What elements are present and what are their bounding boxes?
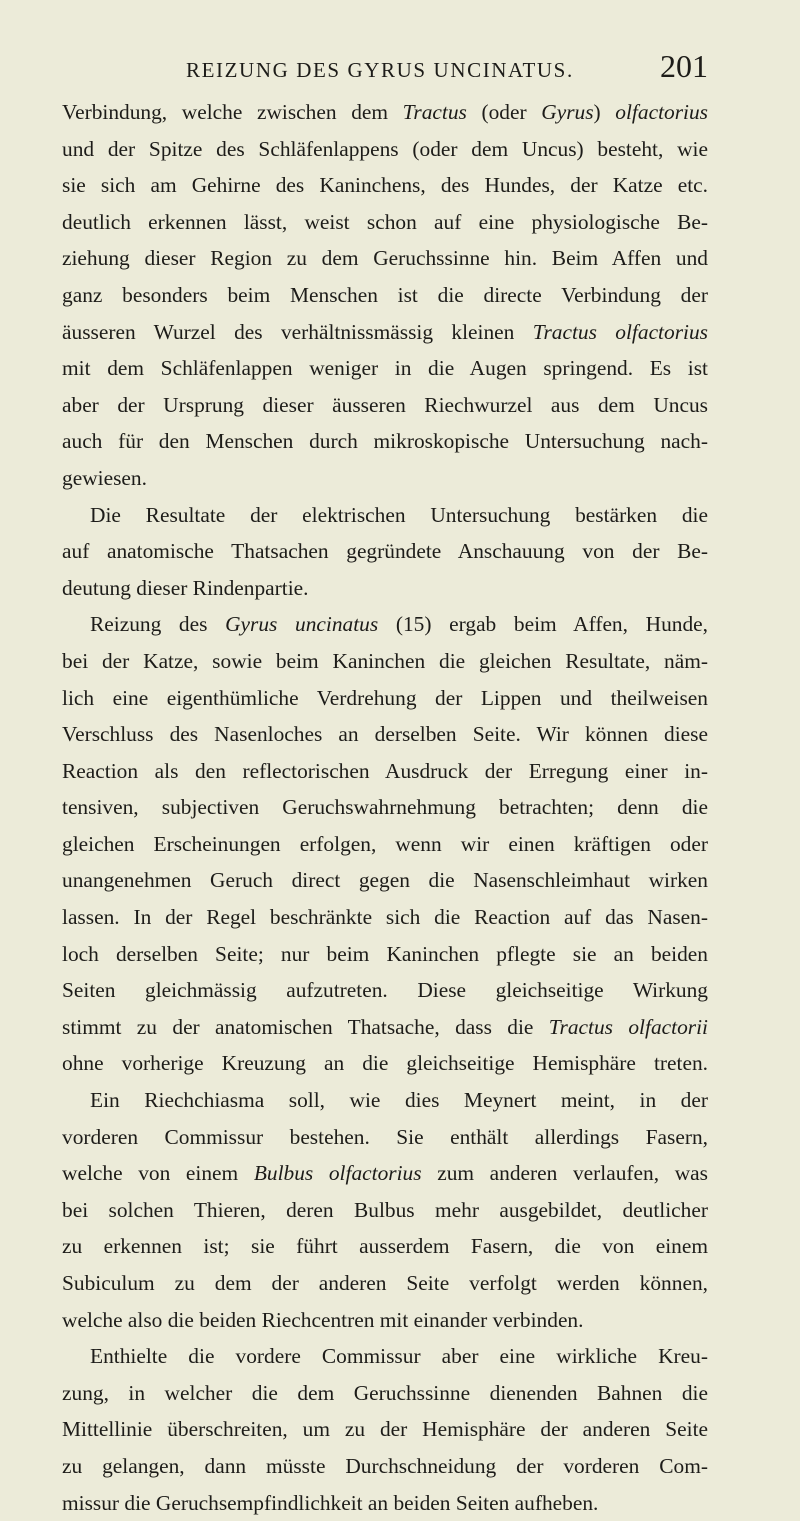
text-run: lich eine eigenthümliche Verdrehung der Lippen und theilweisen (62, 685, 708, 710)
text-run: zu erkennen ist; sie führt ausserdem Fasern, die von einem (62, 1234, 708, 1259)
text-run: und der Spitze des Schläfenlappens (oder dem Uncus) besteht, wie (62, 136, 708, 161)
text-run: lassen. In der Regel beschränkte sich die Reaction auf das Nasen- (62, 905, 708, 930)
italic-term: Bulbus olfactorius (253, 1161, 422, 1186)
text-line (62, 606, 708, 643)
text-line (62, 899, 708, 936)
text-run: Subiculum zu dem der anderen Seite verfolgt werden können, (62, 1271, 708, 1295)
text-run: Reaction als den reflectorischen Ausdruck der Erregung einer in- (62, 758, 708, 783)
text-run: ) (593, 100, 616, 124)
text-run: Enthielte die vordere Commissur aber eine wirkliche Kreu- (90, 1344, 708, 1369)
text-run: Ein Riechchiasma soll, wie dies Meynert meint, in der (90, 1088, 708, 1113)
text-run: loch derselben Seite; nur beim Kaninchen pflegte sie an beiden (62, 941, 708, 966)
text-line (62, 753, 708, 790)
text-run: ohne vorherige Kreuzung an die gleichseitige Hemisphäre treten. (62, 1051, 708, 1076)
text-run: Verschluss des Nasenloches an derselben Seite. Wir können diese (62, 722, 708, 747)
text-run: Verbindung, welche zwischen dem (62, 100, 403, 124)
text-line (62, 826, 708, 863)
text-run: bei solchen Thieren, deren Bulbus mehr ausgebildet, deutlicher (62, 1197, 708, 1222)
text-run: Die Resultate der elektrischen Untersuchung bestärken die (90, 502, 708, 527)
text-run: bei der Katze, sowie beim Kaninchen die gleichen Resultate, näm- (62, 648, 708, 673)
text-line (62, 716, 708, 753)
italic-term: Tractus olfactorii (548, 1014, 708, 1039)
text-line (62, 423, 708, 460)
text-run: gleichen Erscheinungen erfolgen, wenn wir einen kräftigen oder (62, 831, 708, 856)
text-line (62, 94, 708, 131)
text-line (62, 1155, 708, 1192)
italic-term: Gyrus (541, 100, 594, 124)
text-line (62, 1192, 708, 1229)
text-run: gewiesen. (62, 465, 147, 490)
text-run: welche von einem (62, 1161, 254, 1186)
text-run: unangenehmen Geruch direct gegen die Nasenschleimhaut wirken (62, 868, 708, 893)
text-run: zung, in welcher die dem Geruchssinne dienenden Bahnen die (62, 1380, 708, 1405)
text-run: tensiven, subjectiven Geruchswahrnehmung betrachten; denn die (62, 795, 708, 820)
page-header (62, 46, 708, 86)
text-line (62, 1375, 708, 1412)
text-run: stimmt zu der anatomischen Thatsache, dass die (62, 1014, 549, 1039)
italic-term: Tractus (402, 100, 467, 124)
text-line (62, 460, 708, 497)
page-number: 201 (660, 48, 708, 84)
body-text (62, 94, 708, 1521)
text-line (62, 1485, 708, 1521)
text-line (62, 497, 708, 534)
text-line (62, 1448, 708, 1485)
text-line (62, 680, 708, 717)
text-line (62, 533, 708, 570)
text-line (62, 936, 708, 973)
text-line (62, 1265, 708, 1302)
text-line (62, 570, 708, 607)
italic-term: olfactorius (615, 100, 708, 124)
text-line (62, 240, 708, 277)
text-line (62, 972, 708, 1009)
text-line (62, 1082, 708, 1119)
text-run: auf anatomische Thatsachen gegründete Anschauung von der Be- (62, 539, 708, 564)
text-line (62, 204, 708, 241)
text-line (62, 862, 708, 899)
text-line (62, 167, 708, 204)
text-run: Reizung des (90, 612, 226, 637)
text-run: missur die Geruchsempfindlichkeit an beiden Seiten aufheben. (62, 1490, 599, 1515)
text-line (62, 1302, 708, 1339)
text-run: zu gelangen, dann müsste Durchschneidung der vorderen Com- (62, 1453, 708, 1478)
text-run: auch für den Menschen durch mikroskopische Untersuchung nach- (62, 429, 708, 454)
italic-term: Gyrus uncinatus (225, 612, 379, 637)
text-run: mit dem Schläfenlappen weniger in die Augen springend. Es ist (62, 356, 708, 381)
text-line (62, 789, 708, 826)
text-run: aber der Ursprung dieser äusseren Riechwurzel aus dem Uncus (62, 392, 708, 417)
text-run: welche also die beiden Riechcentren mit einander verbinden. (62, 1307, 584, 1332)
text-line (62, 1045, 708, 1082)
text-run: sie sich am Gehirne des Kaninchens, des Hundes, der Katze etc. (62, 173, 708, 198)
text-run: ziehung dieser Region zu dem Geruchssinne hin. Beim Affen und (62, 246, 708, 271)
text-line (62, 1119, 708, 1156)
text-run: vorderen Commissur bestehen. Sie enthält allerdings Fasern, (62, 1124, 708, 1149)
text-run: zum anderen verlaufen, was (421, 1161, 708, 1186)
text-run: deutlich erkennen lässt, weist schon auf eine physiologische Be- (62, 209, 708, 234)
italic-term: Tractus olfactorius (532, 319, 708, 344)
text-line (62, 387, 708, 424)
running-title: REIZUNG DES GYRUS UNCINATUS. (186, 58, 574, 82)
text-run: äusseren Wurzel des verhältnissmässig kleinen (62, 319, 533, 344)
text-run: (oder (466, 100, 542, 124)
text-line (62, 1228, 708, 1265)
text-run: (15) ergab beim Affen, Hunde, (378, 612, 708, 637)
text-line (62, 643, 708, 680)
text-line (62, 350, 708, 387)
text-line (62, 131, 708, 168)
text-line (62, 314, 708, 351)
text-run: Mittellinie überschreiten, um zu der Hemisphäre der anderen Seite (62, 1417, 708, 1442)
text-line (62, 1411, 708, 1448)
text-run: ganz besonders beim Menschen ist die directe Verbindung der (62, 282, 708, 307)
text-line (62, 1009, 708, 1046)
text-line (62, 1338, 708, 1375)
text-run: deutung dieser Rindenpartie. (62, 575, 309, 600)
text-line (62, 277, 708, 314)
text-run: Seiten gleichmässig aufzutreten. Diese gleichseitige Wirkung (62, 978, 708, 1003)
